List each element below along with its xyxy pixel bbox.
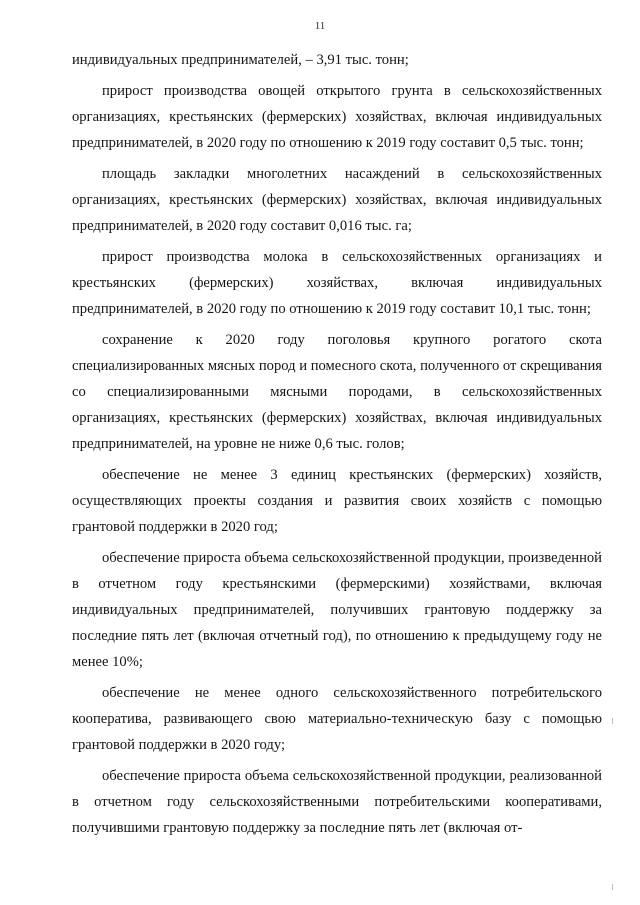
paragraph-cooperative: обеспечение не менее одного сельскохозяйственного потребительского кооператива, развивающего свою материально-техническую базу с помощью грантовой поддержки в 2020 году; [72,685,602,753]
paragraph-milk: прирост производства молока в сельскохозяйственных организациях и крестьянских (фермерских) хозяйствах, включая индивидуальных предпринимателей, в 2020 году по отношению к 2019 году составит 10,1 тыс. тонн; [72,249,602,317]
paragraph-farm-production-growth: обеспечение прироста объема сельскохозяйственной продукции, произведенной в отчетном году крестьянскими (фермерскими) хозяйствами, включая индивидуальных предпринимателей, получивших грантовую поддержку за последние пять лет (включая отчетный год), по отношению к предыдущему году не менее 10%; [72,550,602,670]
paragraph-vegetables: прирост производства овощей открытого грунта в сельскохозяйственных организациях, крестьянских (фермерских) хозяйствах, включая индивидуальных предпринимателей, в 2020 году по отношению к 2019 году составит 0,5 тыс. тонн; [72,83,602,151]
document-body [72,47,602,846]
paragraph-cooperative-sales-growth: обеспечение прироста объема сельскохозяйственной продукции, реализованной в отчетном году сельскохозяйственными потребительскими кооперативами, получившими грантовую поддержку за последние пять лет (включая от- [72,768,602,836]
scan-edge-mark [612,718,613,724]
page-number: 11 [314,20,326,32]
paragraph-perennial-plantings: площадь закладки многолетних насаждений в сельскохозяйственных организациях, крестьянских (фермерских) хозяйствах, включая индивидуальных предпринимателей, в 2020 году составит 0,016 тыс. га; [72,166,602,234]
paragraph-farms-grants: обеспечение не менее 3 единиц крестьянских (фермерских) хозяйств, осуществляющих проекты создания и развития своих хозяйств с помощью грантовой поддержки в 2020 год; [72,467,602,535]
paragraph-continuation: индивидуальных предпринимателей, – 3,91 тыс. тонн; [72,52,409,68]
scan-edge-mark [612,884,613,890]
paragraph-cattle: сохранение к 2020 году поголовья крупного рогатого скота специализированных мясных пород и помесного скота, полученного от скрещивания со специализированными мясными породами, в сельскохозяйственных организациях, крестьянских (фермерских) хозяйствах, включая индивидуальных предпринимателей, на уровне не ниже 0,6 тыс. голов; [72,332,602,452]
